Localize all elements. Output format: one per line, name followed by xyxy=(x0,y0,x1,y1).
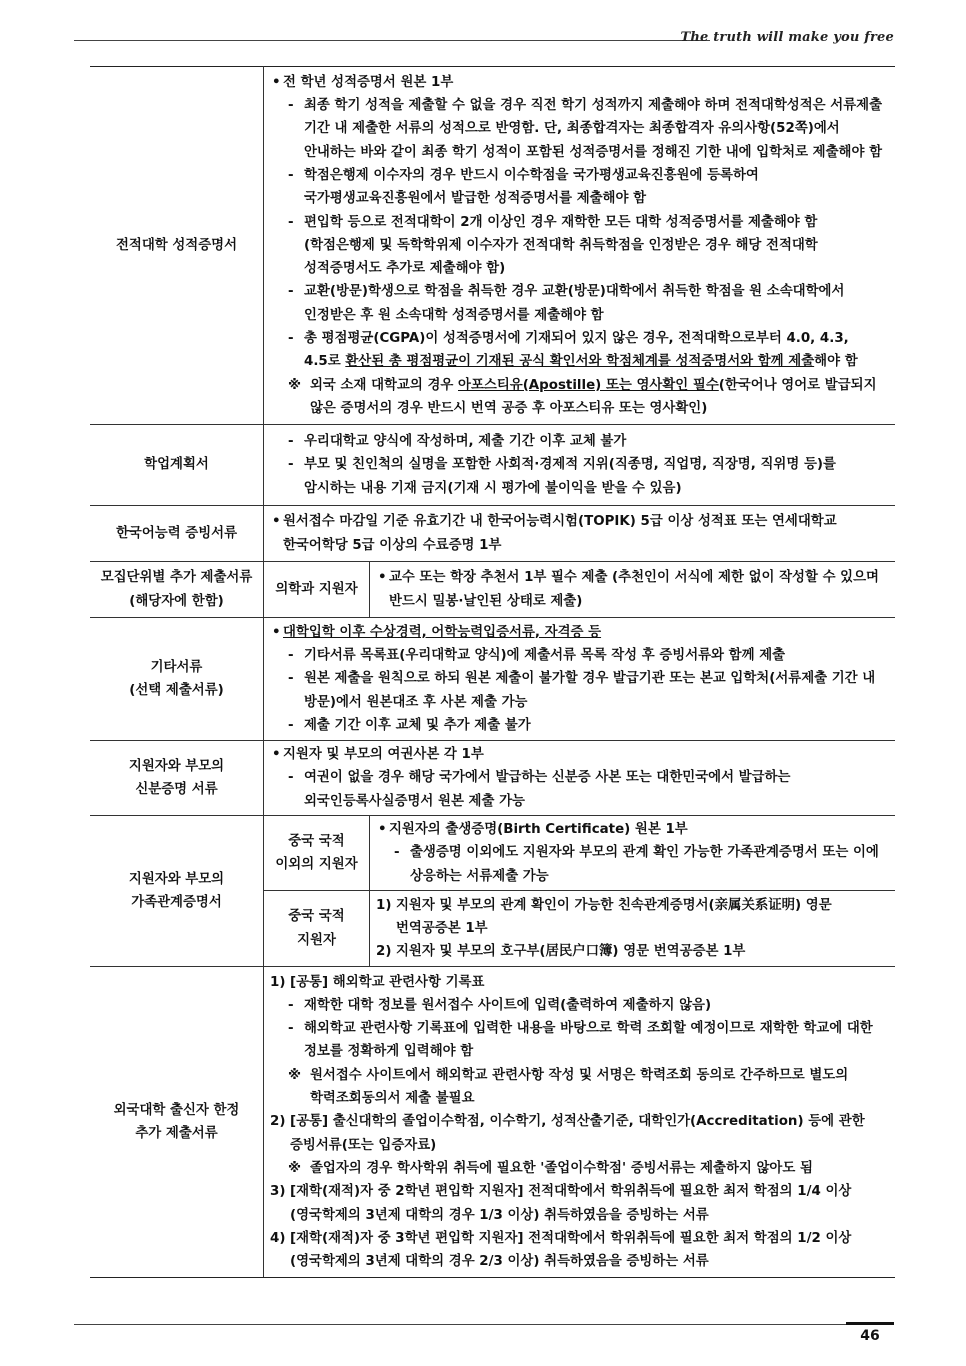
list-item: - 제출 기간 이후 교체 및 추가 제출 불가 xyxy=(270,714,889,737)
list-item: • 대학입학 이후 수상경력, 어학능력입증서류, 자격증 등 xyxy=(270,621,889,644)
row-label: 지원자와 부모의 가족관계증명서 xyxy=(90,816,264,967)
table-row xyxy=(90,562,895,618)
list-item: - 기타서류 목록표(우리대학교 양식)에 제출서류 목록 작성 후 증빙서류와 함께 제출 xyxy=(270,644,889,667)
list-item: ※ 외국 소재 대학교의 경우 아포스티유(Apostille) 또는 영사확인 필수(한국어나 영어로 발급되지 않은 증명서의 경우 반드시 번역 공증 후 아포스티유 또는 영사확인) xyxy=(270,374,889,421)
list-item: - 출생증명 이외에도 지원자와 부모의 관계 확인 가능한 가족관계증명서 또는 이에 상응하는 서류제출 가능 xyxy=(376,841,889,888)
list-item: 1) 지원자 및 부모의 관계 확인이 가능한 친속관계증명서(亲属关系证明) 영문 번역공증본 1부 xyxy=(376,897,832,936)
list-item: - 해외학교 관련사항 기록표에 입력한 내용을 바탕으로 학력 조회할 예정이므로 재학한 학교에 대한 정보를 정확하게 입력해야 함 xyxy=(270,1017,889,1064)
header-motto: The truth will make you free xyxy=(680,30,894,45)
table-row xyxy=(90,741,895,816)
row-content xyxy=(370,816,896,891)
row-label: 학업계획서 xyxy=(90,425,264,506)
page-number: 46 xyxy=(860,1328,880,1344)
row-content xyxy=(264,425,896,506)
row-label: 한국어능력 증빙서류 xyxy=(90,506,264,562)
list-item: - 교환(방문)학생으로 학점을 취득한 경우 교환(방문)대학에서 취득한 학점을 원 소속대학에서 인정받은 후 원 소속대학 성적증명서를 제출해야 함 xyxy=(270,280,889,327)
list-item: • 교수 또는 학장 추천서 1부 필수 제출 (추천인이 서식에 제한 없이 작성할 수 있으며 반드시 밀봉·날인된 상태로 제출) xyxy=(376,566,889,613)
list-item: 2) 지원자 및 부모의 호구부(居民户口簿) 영문 번역공증본 1부 xyxy=(376,944,746,960)
row-content xyxy=(264,618,896,741)
list-item: - 학점은행제 이수자의 경우 반드시 이수학점을 국가평생교육진흥원에 등록하여 국가평생교육진흥원에서 발급한 성적증명서를 제출해야 함 xyxy=(270,164,889,211)
row-content xyxy=(264,741,896,816)
list-item: • 원서접수 마감일 기준 유효기간 내 한국어능력시험(TOPIK) 5급 이상 성적표 또는 연세대학교 한국어학당 5급 이상의 수료증명 1부 xyxy=(270,510,889,557)
row-label: 외국대학 출신자 한정 추가 제출서류 xyxy=(90,967,264,1278)
table-row xyxy=(90,967,895,1278)
row-sublabel: 중국 국적 이외의 지원자 xyxy=(264,816,370,891)
row-content xyxy=(264,506,896,562)
list-item: ※ 원서접수 사이트에서 해외학교 관련사항 작성 및 서명은 학력조회 동의로 간주하므로 별도의 학력조회동의서 제출 불필요 xyxy=(270,1064,889,1111)
row-sublabel: 의학과 지원자 xyxy=(264,562,370,618)
row-content xyxy=(370,891,896,967)
table-row xyxy=(90,618,895,741)
row-label: 전적대학 성적증명서 xyxy=(90,67,264,425)
list-item: - 편입학 등으로 전적대학이 2개 이상인 경우 재학한 모든 대학 성적증명서를 제출해야 함 xyxy=(270,211,889,234)
page-number-bar xyxy=(846,1322,894,1325)
table-row xyxy=(90,425,895,506)
row-content xyxy=(264,967,896,1278)
list-item: 3) [재학(재적)자 중 2학년 편입학 지원자] 전적대학에서 학위취득에 필요한 최저 학점의 1/4 이상(영국학제의 3년제 대학의 경우 1/3 이상) 취득하였음을 증빙하는 서류 xyxy=(270,1184,852,1223)
list-item: - 우리대학교 양식에 작성하며, 제출 기간 이후 교체 불가 xyxy=(270,430,889,453)
table-row xyxy=(90,816,895,891)
list-item: - 원본 제출을 원칙으로 하되 원본 제출이 불가할 경우 발급기관 또는 본교 입학처(서류제출 기간 내 방문)에서 원본대조 후 사본 제출 가능 xyxy=(270,667,889,714)
requirements-table xyxy=(90,66,895,1278)
list-item: ※ 졸업자의 경우 학사학위 취득에 필요한 '졸업이수학점' 증빙서류는 제출하지 않아도 됨 xyxy=(270,1157,889,1180)
list-item: 1) [공통] 해외학교 관련사항 기록표 xyxy=(270,974,485,990)
list-item: (학점은행제 및 독학학위제 이수자가 전적대학 취득학점을 인정받은 경우 해당 전적대학 성적증명서도 추가로 제출해야 함) xyxy=(304,237,818,277)
row-content xyxy=(370,562,896,618)
list-item: - 총 평점평균(CGPA)이 성적증명서에 기재되어 있지 않은 경우, 전적대학으로부터 4.0, 4.3, 4.5로 환산된 총 평점평균이 기재된 공식 확인서와 학점체계를 성적증명서와 함께 제출해야 함 xyxy=(270,327,889,374)
row-label: 지원자와 부모의 신분증명 서류 xyxy=(90,741,264,816)
list-item: • 지원자 및 부모의 여권사본 각 1부 xyxy=(270,743,889,766)
row-sublabel: 중국 국적 지원자 xyxy=(264,891,370,967)
list-item: • 지원자의 출생증명(Birth Certificate) 원본 1부 xyxy=(376,818,889,841)
table-row xyxy=(90,67,895,425)
row-label: 기타서류 (선택 제출서류) xyxy=(90,618,264,741)
list-item: - 최종 학기 성적을 제출할 수 없을 경우 직전 학기 성적까지 제출해야 하며 전적대학성적은 서류제출 기간 내 제출한 서류의 성적으로 반영함. 단, 최종합격자는 최종합격자 유의사항(52쪽)에서 안내하는 바와 같이 최종 학기 성적이 포함된 성적증명서를 정해진 기한 내에 입학처로 제출해야 함 xyxy=(270,94,889,164)
list-item: 4) [재학(재적)자 중 3학년 편입학 지원자] 전적대학에서 학위취득에 필요한 최저 학점의 1/2 이상(영국학제의 3년제 대학의 경우 2/3 이상) 취득하였음을 증빙하는 서류 xyxy=(270,1230,852,1270)
row-content xyxy=(264,67,896,425)
table-row xyxy=(90,506,895,562)
list-item: - 부모 및 친인척의 실명을 포함한 사회적·경제적 지위(직종명, 직업명, 직장명, 직위명 등)를 암시하는 내용 기재 금지(기재 시 평가에 불이익을 받을 수 있음) xyxy=(270,453,889,500)
list-item: 2) [공통] 출신대학의 졸업이수학점, 이수학기, 성적산출기준, 대학인가(Accreditation) 등에 관한 증빙서류(또는 입증자료) xyxy=(270,1114,865,1153)
footer-rule xyxy=(74,1324,894,1325)
row-label: 모집단위별 추가 제출서류 (해당자에 한함) xyxy=(90,562,264,618)
list-item: • 전 학년 성적증명서 원본 1부 xyxy=(270,71,889,94)
list-item: - 재학한 대학 정보를 원서접수 사이트에 입력(출력하여 제출하지 않음) xyxy=(270,994,889,1017)
header-rule xyxy=(74,40,710,41)
list-item: - 여권이 없을 경우 해당 국가에서 발급하는 신분증 사본 또는 대한민국에서 발급하는 외국인등록사실증명서 원본 제출 가능 xyxy=(270,766,889,813)
